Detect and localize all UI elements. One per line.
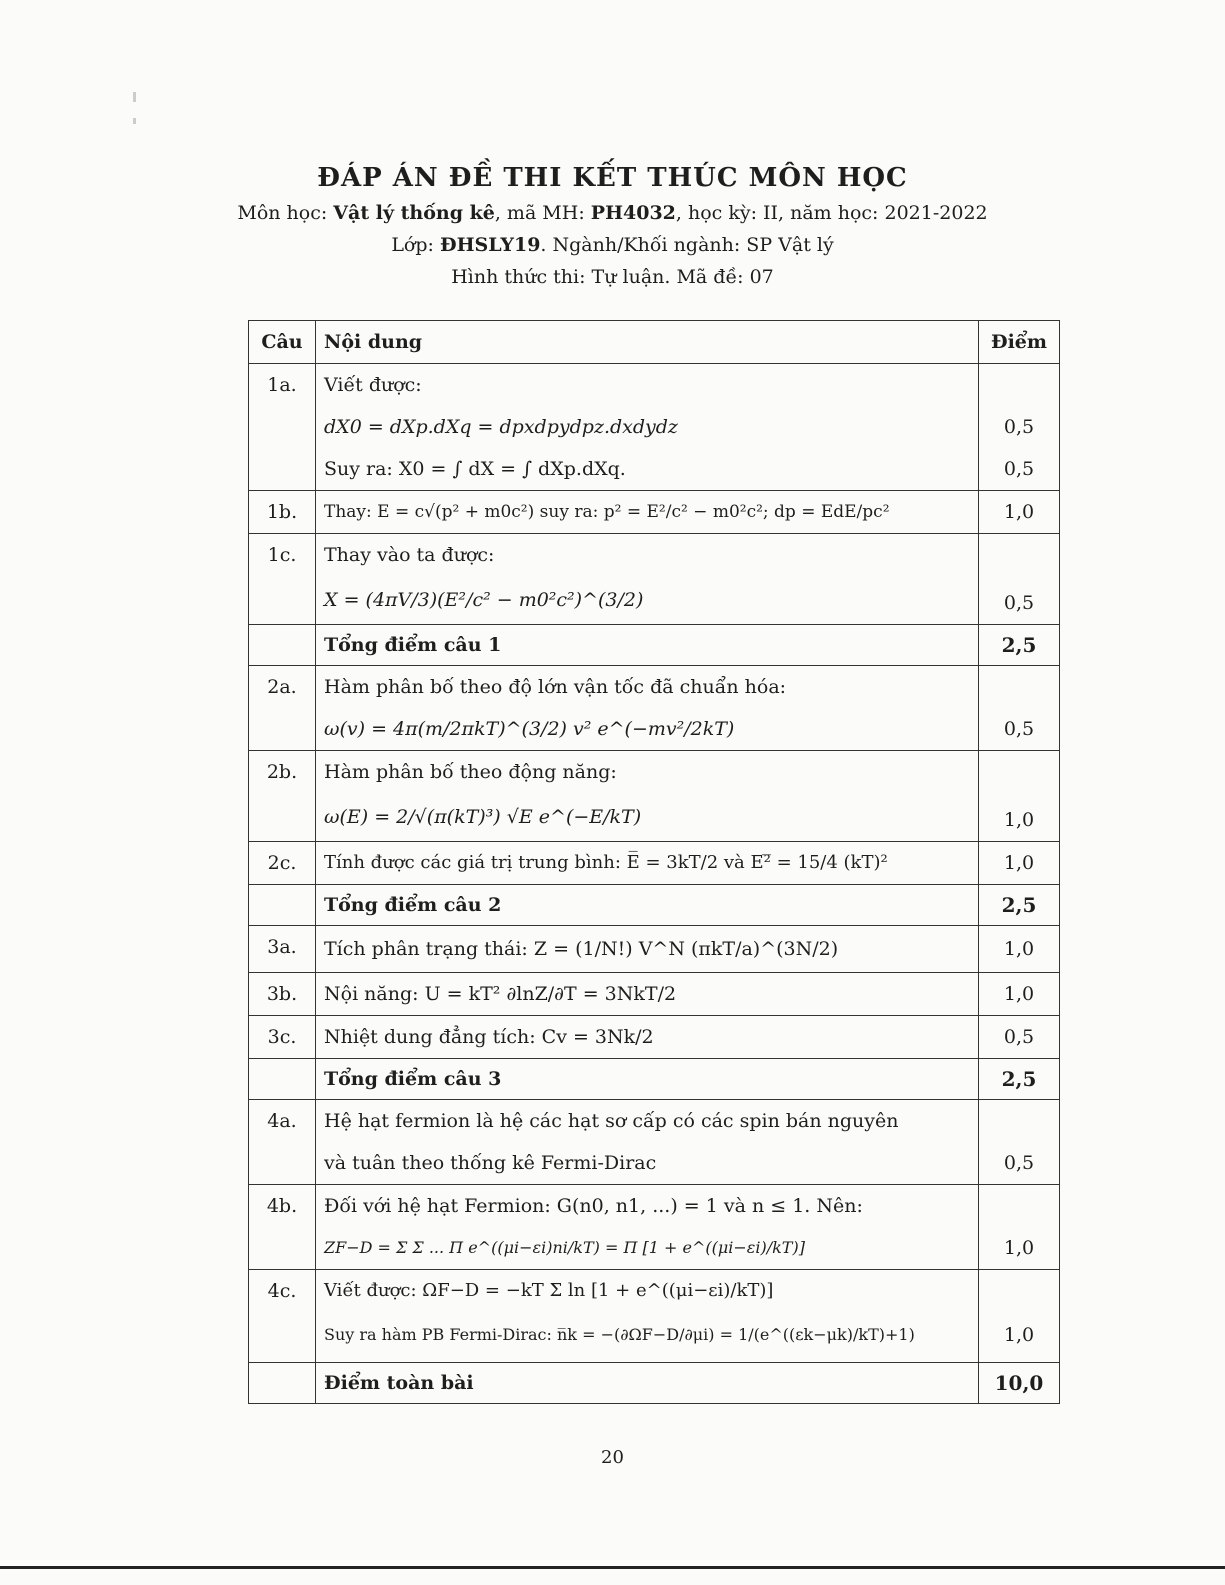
subtotal-row <box>249 1059 1060 1100</box>
answer-points: 0,5 <box>979 666 1060 751</box>
answer-points: 0,5 0,5 <box>979 364 1060 491</box>
answer-content: Viết được: ΩF−D = −kT Σ ln [1 + e^((μi−εi)/kT)] Suy ra hàm PB Fermi-Dirac: n̅k = −(∂ΩF−D/∂μi) = 1/(e^((εk−μk)/kT)+1) <box>316 1270 979 1363</box>
answer-content: Hàm phân bố theo động năng: ω(E) = 2/√(π(kT)³) √E e^(−E/kT) <box>316 751 979 842</box>
subtotal-label: Tổng điểm câu 1 <box>316 625 979 666</box>
table-row <box>249 926 1060 973</box>
header-noi-dung: Nội dung <box>316 321 979 364</box>
answer-content: Đối với hệ hạt Fermion: G(n0, n1, ...) = 1 và n ≤ 1. Nên: ZF−D = Σ Σ ... Π e^((μi−εi)ni/kT) = Π [1 + e^((μi−εi)/kT)] <box>316 1185 979 1270</box>
subtotal-label: Tổng điểm câu 2 <box>316 885 979 926</box>
table-row <box>249 1016 1060 1059</box>
answer-points: 1,0 <box>979 491 1060 534</box>
scan-smudge <box>133 92 136 102</box>
answer-table <box>248 320 1060 1404</box>
question-id: 4a. <box>249 1100 316 1185</box>
question-id: 1c. <box>249 534 316 625</box>
answer-points: 1,0 <box>979 1270 1060 1363</box>
answer-content: Thay vào ta được: X = (4πV/3)(E²/c² − m0²c²)^(3/2) <box>316 534 979 625</box>
subtotal-points: 2,5 <box>979 885 1060 926</box>
answer-points: 1,0 <box>979 1185 1060 1270</box>
table-row <box>249 1185 1060 1270</box>
table-row <box>249 973 1060 1016</box>
answer-points: 0,5 <box>979 534 1060 625</box>
answer-points: 0,5 <box>979 1100 1060 1185</box>
answer-content: Tích phân trạng thái: Z = (1/N!) V^N (πkT/a)^(3N/2) <box>316 926 979 973</box>
subtotal-row <box>249 885 1060 926</box>
answer-content: Nội năng: U = kT² ∂lnZ/∂T = 3NkT/2 <box>316 973 979 1016</box>
question-id: 2a. <box>249 666 316 751</box>
page-number: 20 <box>601 1447 624 1468</box>
question-id: 4b. <box>249 1185 316 1270</box>
grand-total-points: 10,0 <box>979 1363 1060 1404</box>
header-cau: Câu <box>249 321 316 364</box>
table-row <box>249 534 1060 625</box>
scan-bottom-edge <box>0 1566 1225 1569</box>
grand-total-row <box>249 1363 1060 1404</box>
answer-points: 1,0 <box>979 842 1060 885</box>
question-id: 3b. <box>249 973 316 1016</box>
question-id: 3a. <box>249 926 316 973</box>
table-row <box>249 1100 1060 1185</box>
subtotal-row <box>249 625 1060 666</box>
answer-points: 1,0 <box>979 751 1060 842</box>
table-row <box>249 842 1060 885</box>
question-id: 1b. <box>249 491 316 534</box>
scan-smudge <box>133 118 136 124</box>
question-id: 2c. <box>249 842 316 885</box>
table-row <box>249 666 1060 751</box>
course-info-line: Môn học: Vật lý thống kê, mã MH: PH4032, học kỳ: II, năm học: 2021-2022 <box>237 202 988 224</box>
question-id: 1a. <box>249 364 316 491</box>
question-id: 3c. <box>249 1016 316 1059</box>
answer-points: 1,0 <box>979 926 1060 973</box>
answer-points: 1,0 <box>979 973 1060 1016</box>
question-id: 2b. <box>249 751 316 842</box>
header-diem: Điểm <box>979 321 1060 364</box>
table-row <box>249 1270 1060 1363</box>
table-row <box>249 491 1060 534</box>
grand-total-label: Điểm toàn bài <box>316 1363 979 1404</box>
answer-content: Hàm phân bố theo độ lớn vận tốc đã chuẩn hóa: ω(v) = 4π(m/2πkT)^(3/2) v² e^(−mv²/2kT) <box>316 666 979 751</box>
answer-content: Hệ hạt fermion là hệ các hạt sơ cấp có các spin bán nguyên và tuân theo thống kê Fermi-Dirac <box>316 1100 979 1185</box>
table-row <box>249 364 1060 491</box>
answer-content: Nhiệt dung đẳng tích: Cv = 3Nk/2 <box>316 1016 979 1059</box>
answer-content: Tính được các giá trị trung bình: E̅ = 3kT/2 và E²̅ = 15/4 (kT)² <box>316 842 979 885</box>
class-info-line: Lớp: ĐHSLY19. Ngành/Khối ngành: SP Vật lý <box>391 234 834 256</box>
answer-content: Viết được: dX0 = dXp.dXq = dpxdpydpz.dxdydz Suy ra: X0 = ∫ dX = ∫ dXp.dXq. <box>316 364 979 491</box>
document-title: ĐÁP ÁN ĐỀ THI KẾT THÚC MÔN HỌC <box>317 163 908 193</box>
subtotal-label: Tổng điểm câu 3 <box>316 1059 979 1100</box>
table-header-row <box>249 321 1060 364</box>
answer-points: 0,5 <box>979 1016 1060 1059</box>
exam-format-line: Hình thức thi: Tự luận. Mã đề: 07 <box>451 266 774 288</box>
table-row <box>249 751 1060 842</box>
question-id: 4c. <box>249 1270 316 1363</box>
subtotal-points: 2,5 <box>979 1059 1060 1100</box>
answer-content: Thay: E = c√(p² + m0c²) suy ra: p² = E²/c² − m0²c²; dp = EdE/pc² <box>316 491 979 534</box>
subtotal-points: 2,5 <box>979 625 1060 666</box>
